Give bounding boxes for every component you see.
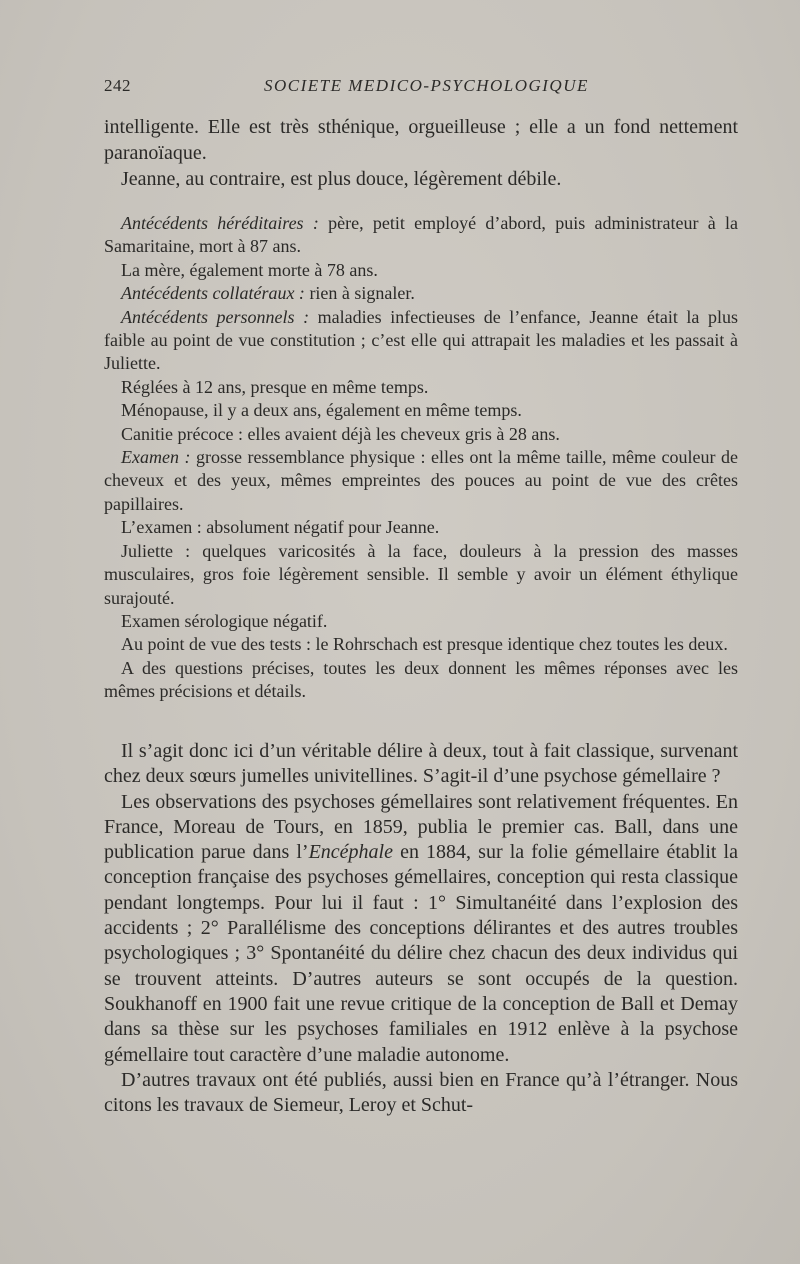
paragraph: Réglées à 12 ans, presque en même temps. <box>121 376 429 397</box>
section-label: Antécédents collatéraux : <box>121 283 305 304</box>
paragraph: Examen sérologique négatif. <box>121 610 328 631</box>
paragraph: A des questions précises, toutes les deux donnent les mêmes réponses avec les mêmes précisions et détails. <box>104 657 738 702</box>
page-number: 242 <box>104 76 131 95</box>
journal-title: Encéphale <box>308 841 393 864</box>
paragraph: Il s’agit donc ici d’un véritable délire à deux, tout à fait classique, survenant chez deux sœurs jumelles univitellines. S’agit-il d’une psychose gémellaire ? <box>104 740 738 788</box>
paragraph: La mère, également morte à 78 ans. <box>121 259 378 280</box>
paragraph-collateral <box>104 282 738 305</box>
section-label: Antécédents héréditaires : <box>121 213 319 233</box>
paragraph-examen <box>104 446 738 516</box>
paragraph: Juliette : quelques varicosités à la face, douleurs à la pression des masses musculaires, gros foie légèrement sensible. Il semble y avoir un élément éthylique surajouté. <box>104 540 738 608</box>
paragraph: Au point de vue des tests : le Rohrschach est presque identique chez toutes les deux. <box>121 634 728 655</box>
text-block-discussion <box>104 739 738 1118</box>
running-title: SOCIETE MEDICO-PSYCHOLOGIQUE <box>264 76 589 95</box>
paragraph-observations <box>104 790 738 1068</box>
paragraph: Ménopause, il y a deux ans, également en même temps. <box>121 400 522 421</box>
paragraph: L’examen : absolument négatif pour Jeanne. <box>121 517 440 538</box>
paragraph-personal <box>104 306 738 376</box>
paragraph-text: en 1884, sur la folie gémellaire établit la conception française des psychoses gémellaires, conception qui resta classique pendant longtemps. Pour lui il faut : 1° Simultanéité dans l’explosion des accidents ; 2° Parallélisme des conceptions délirantes et des autres troubles psychologiques ; 3° Spontanéité du délire chez chacun des deux individus qui se trouvent atteints. D’autres auteurs se sont occupés de la question. Soukhanoff en 1900 fait une revue critique de la conception de Ball et Demay dans sa thèse sur les psychoses familiales en 1912 enlève à la psychose gémellaire tout caractère d’une maladie autonome. <box>104 841 738 1066</box>
paragraph: intelligente. Elle est très sthénique, orgueilleuse ; elle a un fond nettement paranoïaque. <box>104 116 738 164</box>
paragraph-text: grosse ressemblance physique : elles ont la même taille, même couleur de cheveux et des yeux, mêmes empreintes des pouces au point de vue des crêtes papillaires. <box>104 447 738 514</box>
paragraph-text: rien à signaler. <box>304 283 415 304</box>
paragraph: D’autres travaux ont été publiés, aussi bien en France qu’à l’étranger. Nous citons les travaux de Siemeur, Leroy et Schut- <box>104 1068 738 1117</box>
section-label: Antécédents personnels : <box>121 306 310 327</box>
text-block-antecedents <box>104 212 738 704</box>
paragraph-text: maladies infectieuses de l’enfance, Jeanne était la plus faible au point de vue constitution ; c’est elle qui attrapait les maladies et les passait à Juliette. <box>104 306 738 374</box>
paragraph: Canitie précoce : elles avaient déjà les cheveux gris à 28 ans. <box>121 423 560 444</box>
paragraph-hereditary <box>104 212 738 259</box>
page-header <box>104 76 744 100</box>
text-block-top <box>104 114 738 192</box>
paragraph-text: père, petit employé d’abord, puis administrateur à la Samaritaine, mort à 87 ans. <box>104 213 738 257</box>
paragraph: Jeanne, au contraire, est plus douce, légèrement débile. <box>121 168 562 190</box>
section-label: Examen : <box>121 447 191 468</box>
paragraph-text: Les observations des psychoses gémellaires sont relativement fréquentes. En France, Moreau de Tours, en 1859, publia le premier cas. Ball, dans une publication parue dans l’ <box>104 790 738 864</box>
